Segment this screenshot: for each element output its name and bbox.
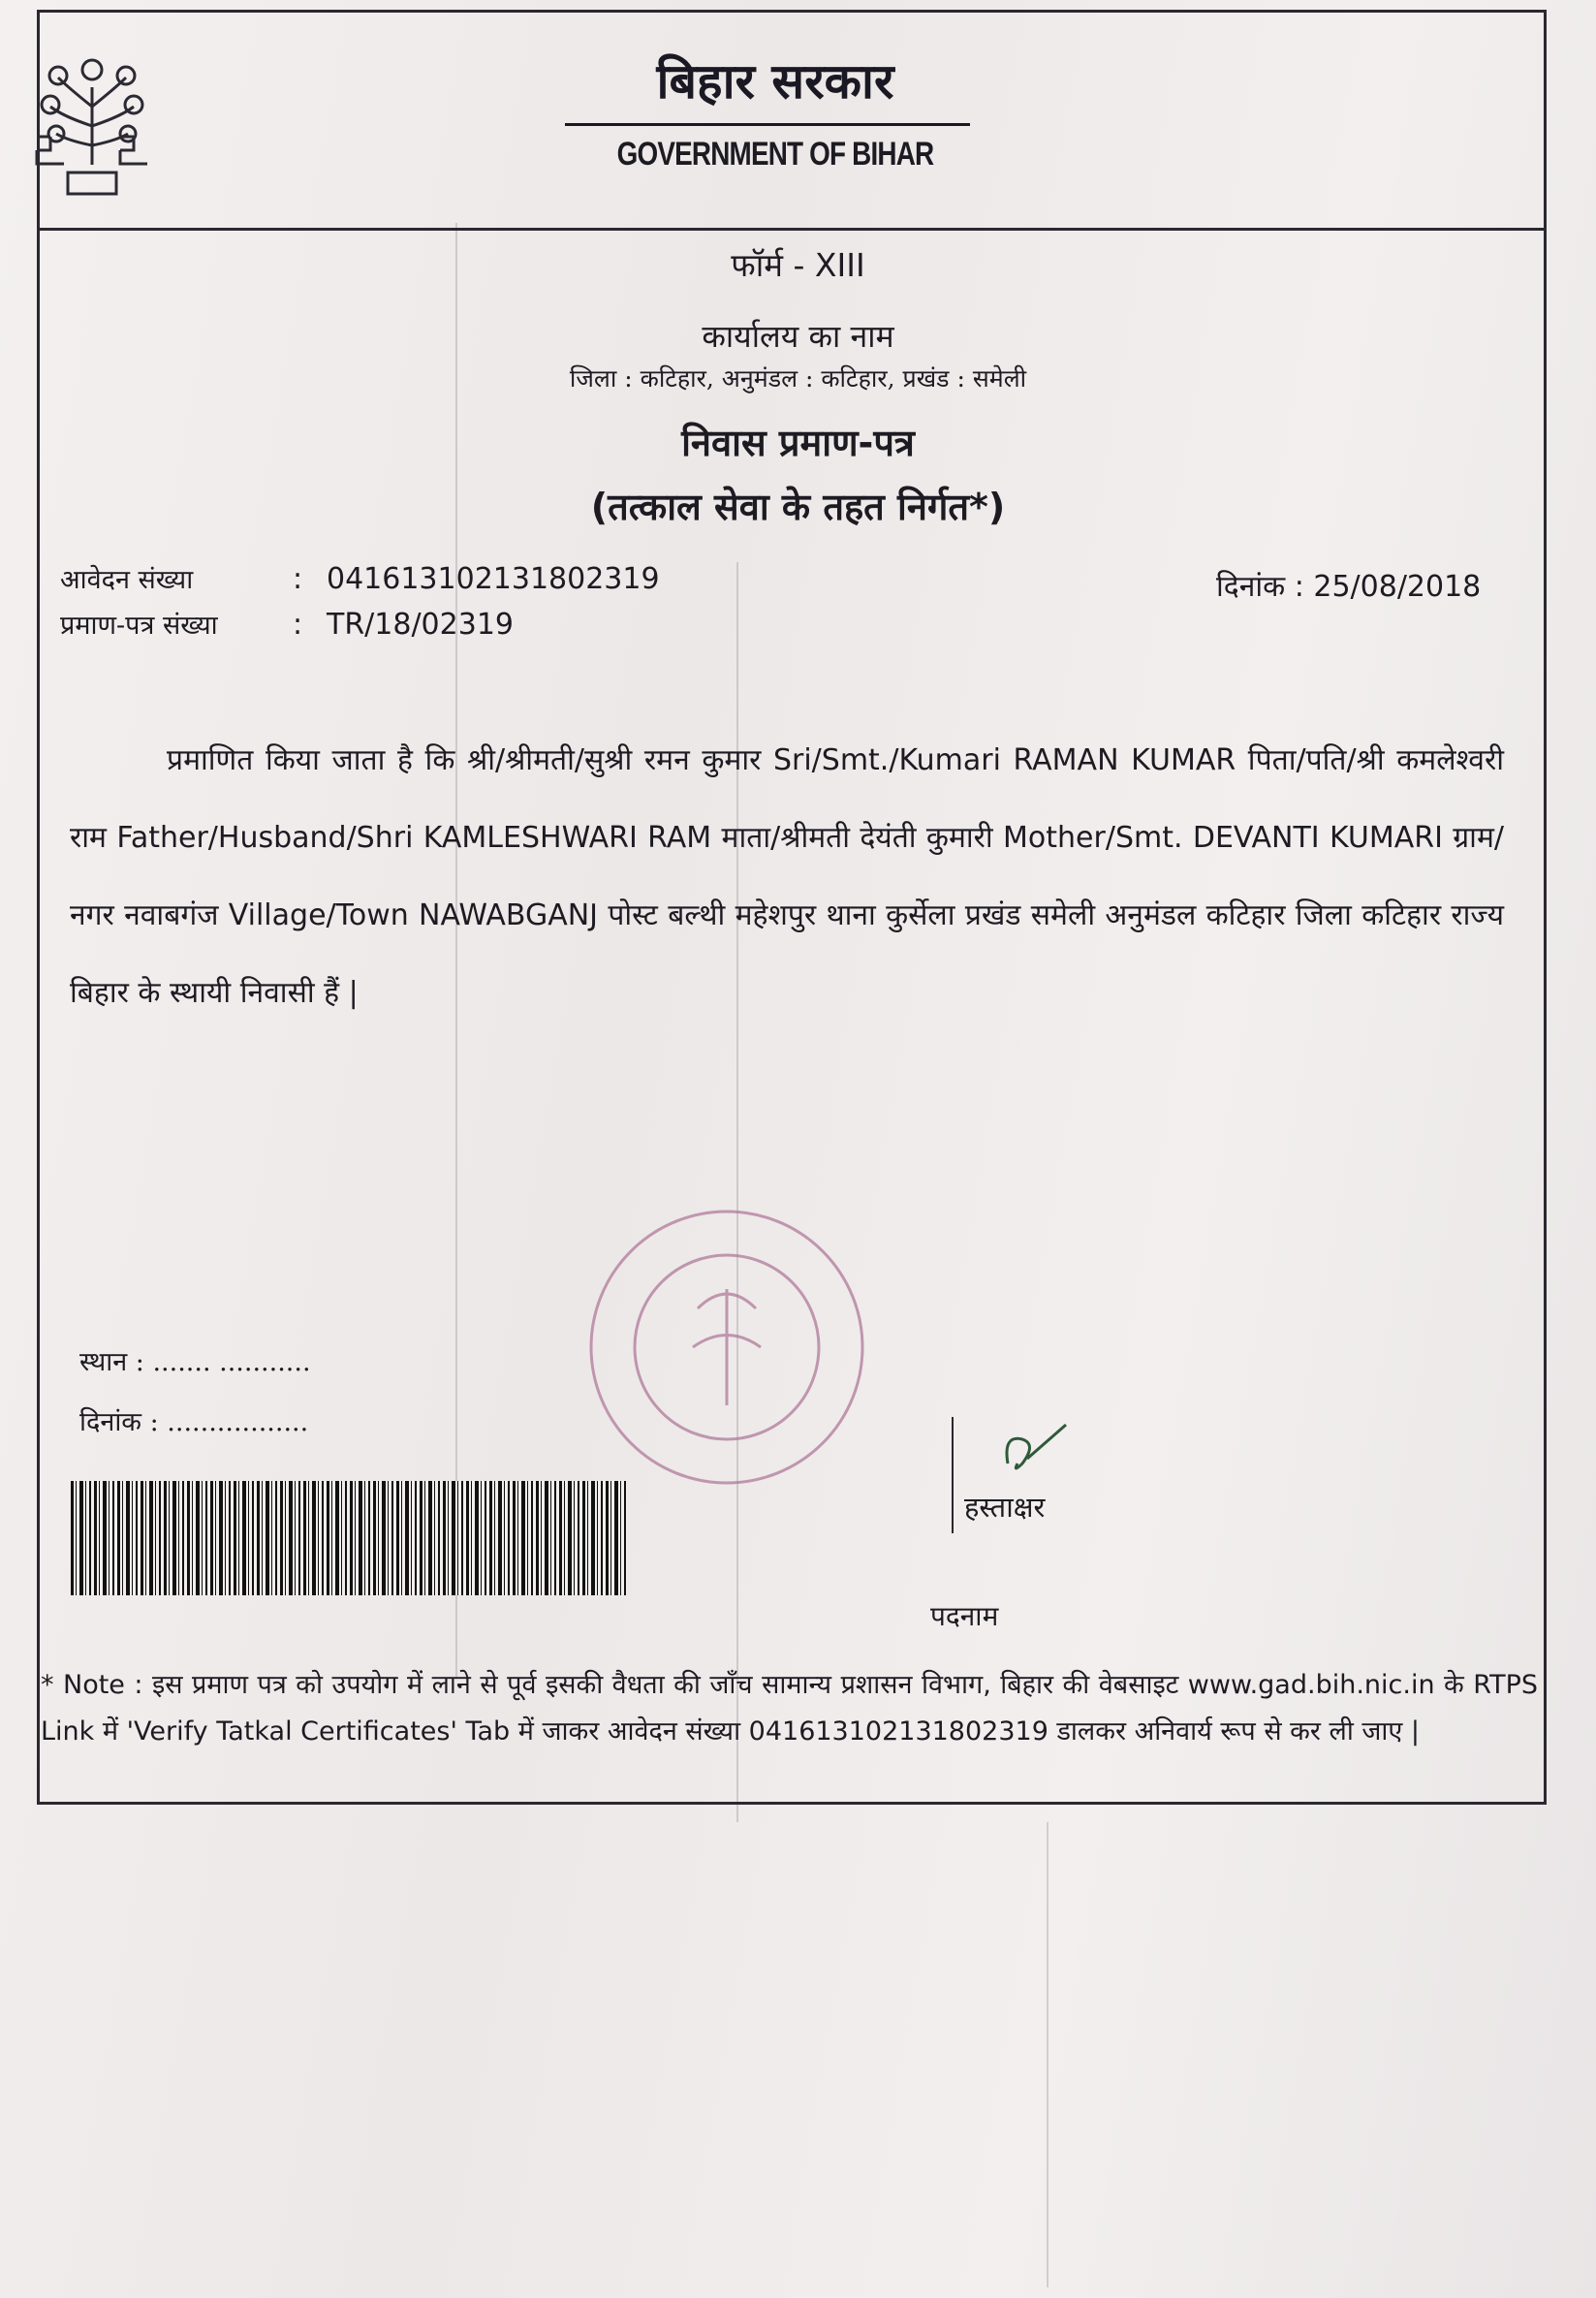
signature-label: हस्ताक्षर xyxy=(964,1491,1046,1524)
issue-date-value: 25/08/2018 xyxy=(1313,570,1482,604)
signature-mark-icon xyxy=(988,1415,1105,1493)
office-label: कार्यालय का नाम xyxy=(702,318,894,355)
issue-date: दिनांक : 25/08/2018 xyxy=(1216,570,1482,604)
form-number: फॉर्म - XIII xyxy=(731,246,865,284)
jurisdiction-line: जिला : कटिहार, अनुमंडल : कटिहार, प्रखंड : समेली xyxy=(569,364,1027,393)
government-title-hindi: बिहार सरकार xyxy=(656,52,894,110)
application-number-row: आवेदन संख्या : 041613102131802319 xyxy=(60,562,660,596)
bihar-emblem-icon xyxy=(29,48,155,204)
certificate-number-value: TR/18/02319 xyxy=(327,608,514,642)
designation-label: पदनाम xyxy=(930,1600,999,1632)
certificate-subtitle: (तत्काल सेवा के तहत निर्गत*) xyxy=(590,486,1006,528)
header-divider xyxy=(40,228,1544,231)
application-number-label: आवेदन संख्या xyxy=(60,565,194,595)
certificate-body-text: प्रमाणित किया जाता है कि श्री/श्रीमती/सुश्री रमन कुमार Sri/Smt./Kumari RAMAN KUMAR पिता/पति/श्री कमलेश्वरी राम Father/Husband/Shri KAMLESHWARI RAM माता/श्रीमती देयंती कुमारी Mother/Smt. DEVANTI KUMARI ग्राम/नगर नवाबगंज Village/Town NAWABGANJ पोस्ट बल्थी महेशपुर थाना कुर्सेला प्रखंड समेली अनुमंडल कटिहार जिला कटिहार राज्य बिहार के स्थायी निवासी हैं | xyxy=(70,743,1504,1010)
place-date-line: दिनांक : ................. xyxy=(79,1407,309,1437)
barcode xyxy=(71,1481,627,1595)
title-underline xyxy=(565,123,970,126)
certificate-number-label: प्रमाण-पत्र संख्या xyxy=(60,611,218,641)
application-number-value: 041613102131802319 xyxy=(327,562,660,596)
issue-date-label: दिनांक xyxy=(1216,570,1286,604)
signature-divider xyxy=(952,1417,954,1533)
certificate-title: निवास प्रमाण-पत्र xyxy=(681,422,915,464)
official-seal-icon xyxy=(581,1202,872,1493)
government-title-english: GOVERNMENT OF BIHAR xyxy=(616,136,934,173)
verification-note: * Note : इस प्रमाण पत्र को उपयोग में लाने से पूर्व इसकी वैधता की जाँच सामान्य प्रशासन विभाग, बिहार की वेबसाइट www.gad.bih.nic.in के RTPS Link में 'Verify Tatkal Certificates' Tab में जाकर आवेदन संख्या 041613102131802319 डालकर अनिवार्य रूप से कर ली जाए | xyxy=(41,1670,1538,1747)
paper-crease xyxy=(1047,1822,1048,2287)
certificate-number-row: प्रमाण-पत्र संख्या : TR/18/02319 xyxy=(60,608,514,642)
place-line: स्थान : ....... ........... xyxy=(79,1347,311,1377)
